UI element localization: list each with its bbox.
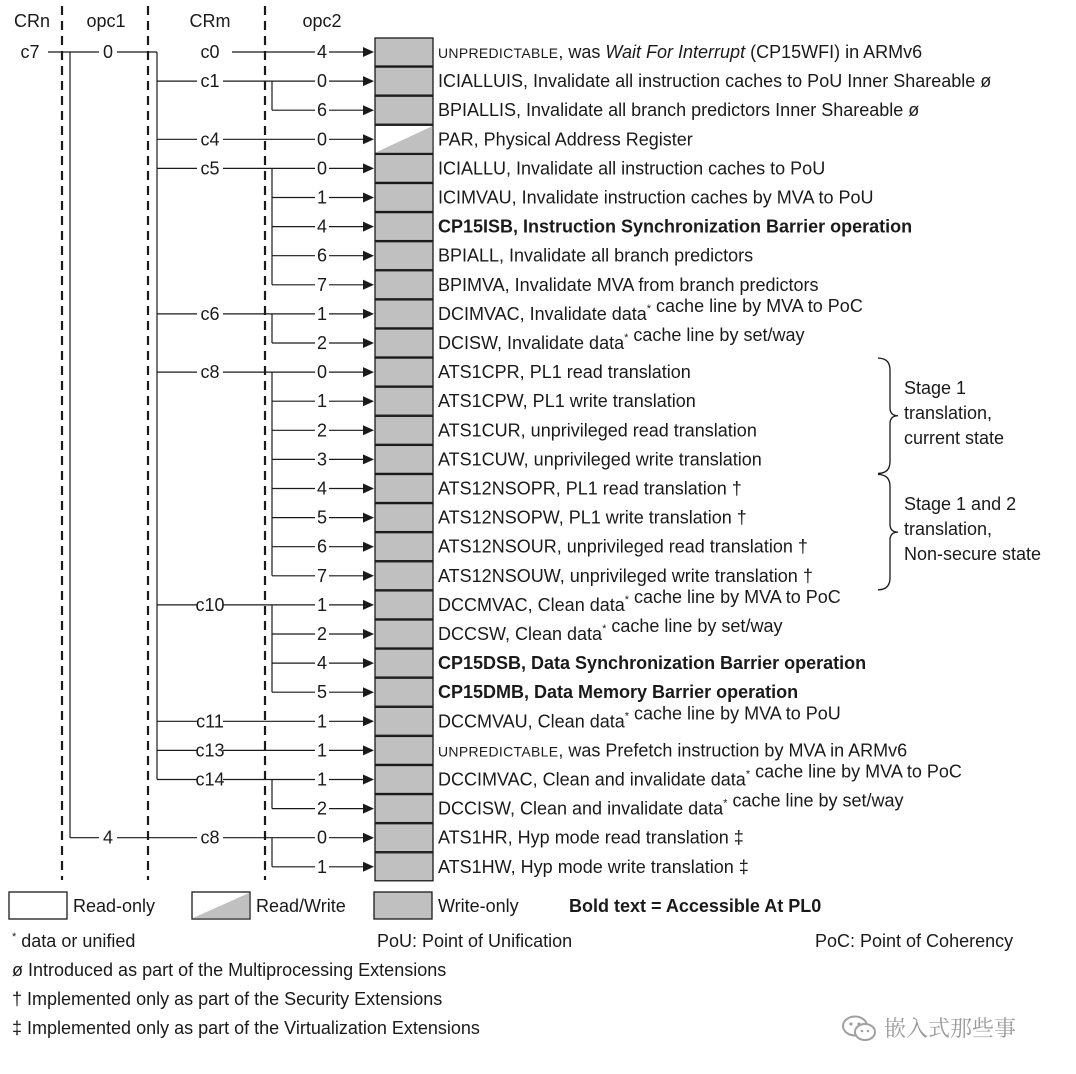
register-box-write-only	[375, 475, 433, 503]
opc1-value: 0	[102, 42, 114, 62]
description-segment: DCIMVAC, Invalidate data	[438, 303, 647, 324]
brace-label-line: translation,	[904, 519, 993, 540]
description-segment: Wait For Interrupt	[605, 42, 746, 62]
register-box-write-only	[375, 591, 433, 619]
watermark	[840, 1012, 1016, 1043]
register-description	[438, 740, 907, 760]
register-box-write-only	[375, 154, 433, 182]
footnote-unified-text: data or unified	[16, 931, 136, 951]
register-description	[438, 762, 962, 790]
opc2-value: 1	[316, 391, 328, 412]
description-segment: *	[624, 593, 630, 606]
register-description	[438, 653, 866, 673]
footnote-unified	[12, 931, 135, 952]
description-segment: cache line by MVA to PoC	[750, 761, 962, 782]
legend-read-only-label: Read-only	[73, 896, 156, 916]
arrowhead	[363, 687, 374, 697]
opc2-value: 4	[316, 216, 328, 237]
opc2-value: 1	[316, 769, 328, 790]
register-description	[438, 587, 841, 615]
opc2-value: 6	[316, 100, 328, 121]
register-box-write-only	[375, 736, 433, 764]
crn-value: c7	[20, 42, 40, 62]
arrowhead	[363, 338, 374, 348]
opc2-value: 1	[316, 594, 328, 615]
opc2-value: 2	[316, 333, 328, 353]
opc2-value: 0	[316, 362, 328, 383]
legend-read-write-label: Read/Write	[256, 896, 346, 916]
register-description	[438, 217, 912, 237]
description-segment: cache line by MVA to PoC	[629, 586, 841, 607]
register-box-write-only	[375, 707, 433, 735]
register-box-write-only	[375, 766, 433, 794]
description-segment: BPIALLIS, Invalidate all branch predictors Inner Shareable ø	[438, 100, 920, 121]
description-segment: cache line by MVA to PoC	[651, 295, 863, 316]
description-segment: BPIMVA, Invalidate MVA from branch predictors	[438, 274, 819, 295]
description-segment: ATS12NSOUR, unprivileged read translation †	[438, 536, 808, 557]
description-segment: cache line by set/way	[727, 790, 904, 811]
arrowhead	[363, 600, 374, 610]
register-description	[438, 158, 825, 178]
description-segment: CP15ISB, Instruction Synchronization Barrier operation	[438, 216, 913, 237]
description-segment: cache line by MVA to PoU	[629, 703, 841, 724]
legend-write-only-label: Write-only	[438, 896, 519, 916]
legend	[9, 892, 821, 919]
opc2-value: 7	[316, 565, 328, 586]
arrowhead	[363, 222, 374, 232]
description-segment: DCCMVAU, Clean data	[438, 711, 625, 732]
footnote-poc: PoC: Point of Coherency	[815, 931, 1014, 951]
register-box-write-only	[375, 445, 433, 473]
arrowhead	[363, 193, 374, 203]
brace-2	[878, 475, 898, 590]
description-segment: UNPREDICTABLE	[438, 743, 559, 760]
register-description	[438, 791, 904, 819]
register-description	[438, 71, 991, 91]
crm-value: c0	[200, 42, 220, 62]
description-segment: PAR, Physical Address Register	[438, 129, 693, 150]
description-segment: ATS1CPW, PL1 write translation	[438, 391, 696, 412]
register-box-write-only	[375, 38, 433, 66]
register-description	[438, 325, 804, 353]
register-box-write-only	[375, 96, 433, 124]
crm-value: c8	[200, 827, 220, 848]
opc2-value: 2	[316, 420, 328, 441]
register-box-write-only	[375, 329, 433, 357]
register-box-write-only	[375, 387, 433, 415]
register-description	[438, 703, 841, 731]
arrowhead	[363, 76, 374, 86]
footnote-star-mark: *	[12, 931, 17, 943]
register-description	[438, 100, 919, 120]
opc2-value: 2	[316, 798, 328, 819]
opc2-value: 6	[316, 245, 328, 266]
description-segment: ATS1CUW, unprivileged write translation	[438, 449, 762, 470]
crm-value: c4	[200, 129, 220, 150]
crm-value: c5	[200, 158, 220, 179]
legend-bold-note: Bold text = Accessible At PL0	[569, 896, 822, 916]
arrowhead	[363, 862, 374, 872]
crm-value: c14	[195, 769, 225, 790]
arrowhead	[363, 396, 374, 406]
arrowhead	[363, 163, 374, 173]
register-description	[438, 42, 922, 62]
footnote-mp: ø Introduced as part of the Multiprocessing Extensions	[12, 960, 447, 980]
opc2-value: 3	[316, 449, 328, 470]
register-description	[438, 129, 693, 149]
arrowhead	[363, 775, 374, 785]
register-box-write-only	[375, 416, 433, 444]
arrowhead	[363, 484, 374, 494]
register-box-write-only	[375, 853, 433, 881]
register-box-write-only	[375, 271, 433, 299]
register-box-write-only	[375, 67, 433, 95]
arrowhead	[363, 425, 374, 435]
brace-label-line: current state	[904, 427, 1005, 448]
register-box-write-only	[375, 795, 433, 823]
arrowhead	[363, 454, 374, 464]
arrowhead	[363, 309, 374, 319]
register-box-write-only	[375, 562, 433, 590]
arrowhead	[363, 134, 374, 144]
register-description	[438, 391, 696, 411]
register-description	[438, 479, 742, 499]
opc2-value: 1	[316, 711, 328, 732]
header-crm: CRm	[189, 11, 231, 31]
arrowhead	[363, 105, 374, 115]
brace-label-line: Stage 1 and 2	[904, 494, 1017, 515]
description-segment: CP15DSB, Data Synchronization Barrier operation	[438, 653, 867, 674]
description-segment: DCCIMVAC, Clean and invalidate data	[438, 769, 746, 790]
opc2-value: 1	[316, 740, 328, 761]
description-segment: *	[646, 302, 652, 315]
register-description	[438, 682, 798, 702]
opc2-value: 0	[316, 827, 328, 848]
arrowhead	[363, 745, 374, 755]
description-segment: cache line by set/way	[628, 325, 805, 345]
register-box-write-only	[375, 242, 433, 270]
description-segment: ATS1HW, Hyp mode write translation ‡	[438, 856, 749, 877]
description-segment: ICIALLU, Invalidate all instruction caches to PoU	[438, 158, 826, 179]
wechat-icon	[840, 1013, 878, 1043]
register-description	[438, 362, 691, 382]
crm-value: c11	[196, 711, 224, 732]
register-box-write-only	[375, 824, 433, 852]
footnote-pou: PoU: Point of Unification	[377, 931, 573, 951]
braces	[878, 358, 1041, 590]
description-segment: ATS1CUR, unprivileged read translation	[438, 420, 757, 441]
register-description	[438, 188, 874, 208]
register-descriptions	[438, 42, 991, 877]
crm-value: c1	[200, 71, 220, 92]
opc2-value: 1	[316, 303, 328, 324]
register-description	[438, 566, 813, 586]
description-segment: DCISW, Invalidate data	[438, 333, 625, 353]
description-segment: *	[624, 332, 629, 344]
register-box-write-only	[375, 649, 433, 677]
description-segment: DCCSW, Clean data	[438, 624, 603, 644]
arrowhead	[363, 513, 374, 523]
register-box-write-only	[375, 620, 433, 648]
register-box-write-only	[375, 533, 433, 561]
opc2-value: 4	[316, 478, 328, 499]
register-box-write-only	[375, 678, 433, 706]
description-segment: UNPREDICTABLE	[438, 45, 559, 61]
opc2-value: 5	[316, 507, 328, 528]
register-description	[438, 828, 744, 848]
register-description	[438, 420, 757, 440]
arrowhead	[363, 833, 374, 843]
description-segment: ICIALLUIS, Invalidate all instruction caches to PoU Inner Shareable ø	[438, 71, 992, 92]
description-segment: *	[624, 710, 630, 723]
opc2-value: 6	[316, 536, 328, 557]
description-segment: ATS12NSOUW, unprivileged write translation †	[438, 565, 813, 586]
description-segment: ICIMVAU, Invalidate instruction caches by MVA to PoU	[438, 187, 874, 208]
arrowhead	[363, 629, 374, 639]
arrowhead	[363, 804, 374, 814]
crm-value: c13	[195, 740, 225, 761]
description-segment: ATS1CPR, PL1 read translation	[438, 362, 691, 383]
opc2-value: 7	[316, 274, 328, 295]
arrowhead	[363, 658, 374, 668]
arrowhead	[363, 367, 374, 377]
crm-value: c6	[200, 303, 220, 324]
column-separators	[62, 6, 265, 880]
description-segment: *	[723, 797, 728, 810]
column-headers	[14, 11, 342, 31]
opc2-value: 4	[316, 653, 328, 674]
register-boxes	[375, 38, 433, 881]
description-segment: BPIALL, Invalidate all branch predictors	[438, 245, 754, 266]
crm-value: c8	[200, 362, 220, 383]
description-segment: ATS12NSOPW, PL1 write translation †	[438, 507, 747, 528]
crm-value: c10	[195, 594, 225, 615]
register-description	[438, 616, 782, 644]
description-segment: (CP15WFI) in ARMv6	[745, 42, 923, 62]
arrowhead	[363, 542, 374, 552]
description-segment: cache line by set/way	[606, 616, 783, 636]
arrowhead	[363, 571, 374, 581]
register-description	[438, 246, 753, 266]
description-segment: ATS12NSOPR, PL1 read translation †	[438, 478, 742, 499]
opc2-value: 1	[316, 856, 328, 877]
description-segment: , was	[558, 42, 606, 62]
description-segment: DCCISW, Clean and invalidate data	[438, 798, 724, 819]
header-crn: CRn	[13, 11, 51, 31]
register-box-write-only	[375, 504, 433, 532]
description-segment: *	[602, 623, 607, 635]
register-description	[438, 449, 762, 469]
opc2-value: 2	[316, 624, 328, 644]
arrowhead	[363, 280, 374, 290]
legend-write-only-swatch	[374, 892, 432, 919]
arrowhead	[363, 716, 374, 726]
arrowhead	[363, 251, 374, 261]
register-description	[438, 537, 808, 557]
brace-1	[878, 358, 898, 473]
brace-label-line: Non-secure state	[904, 544, 1042, 565]
opc2-value: 5	[316, 682, 328, 703]
opc1-value: 4	[102, 827, 114, 848]
opc2-value: 1	[316, 187, 328, 208]
opc2-value: 4	[316, 42, 328, 62]
description-segment: ATS1HR, Hyp mode read translation ‡	[438, 827, 744, 848]
brace-label-line: translation,	[904, 402, 993, 423]
register-box-write-only	[375, 358, 433, 386]
watermark-text: 嵌入式那些事	[884, 1017, 1017, 1042]
legend-read-only-swatch	[9, 892, 67, 919]
brace-label-line: Stage 1	[904, 377, 967, 398]
opc2-value: 0	[316, 129, 328, 150]
register-box-write-only	[375, 300, 433, 328]
description-segment: DCCMVAC, Clean data	[438, 594, 625, 615]
register-box-write-only	[375, 184, 433, 212]
register-box-write-only	[375, 213, 433, 241]
footnote-sec: † Implemented only as part of the Security Extensions	[12, 989, 443, 1009]
description-segment: , was Prefetch instruction by MVA in ARMv6	[558, 740, 908, 761]
register-description	[438, 508, 747, 528]
arrowhead	[363, 47, 374, 57]
opc2-value: 0	[316, 158, 328, 179]
register-description	[438, 296, 863, 324]
header-opc1: opc1	[86, 11, 126, 31]
description-segment: CP15DMB, Data Memory Barrier operation	[438, 682, 799, 703]
opc2-value: 0	[316, 71, 328, 92]
register-description	[438, 275, 819, 295]
register-description	[438, 857, 749, 877]
header-opc2: opc2	[302, 11, 342, 31]
footnote-virt: ‡ Implemented only as part of the Virtualization Extensions	[12, 1018, 480, 1038]
description-segment: *	[745, 768, 751, 781]
